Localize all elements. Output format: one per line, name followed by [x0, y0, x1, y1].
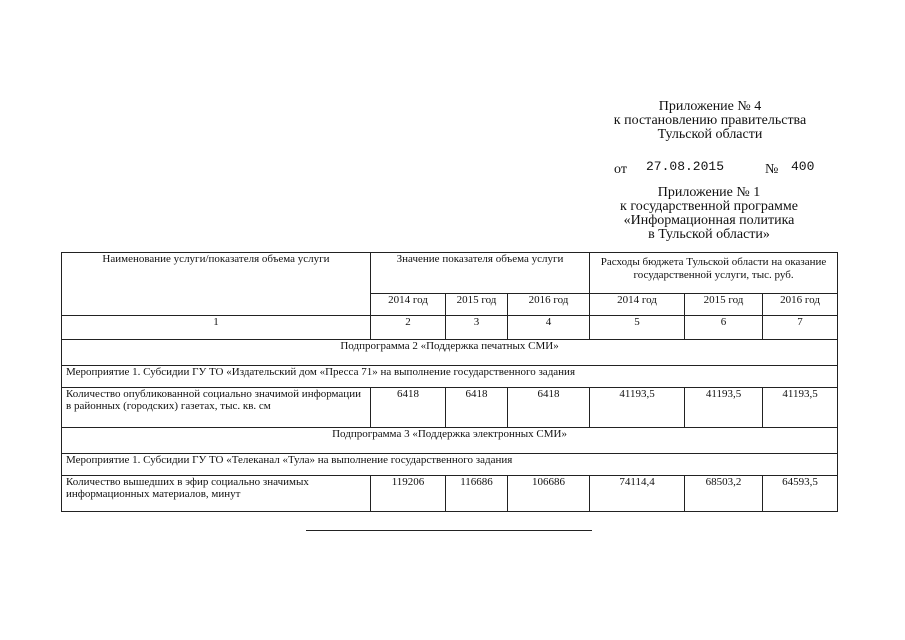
row-service-name: Количество вышедших в эфир социально значимых информационных материалов, минут: [62, 476, 371, 512]
appendix-1-line3: «Информационная политика: [623, 213, 795, 228]
row-value: 6418: [508, 388, 590, 428]
subprogram-2-title: Подпрограмма 2 «Поддержка печатных СМИ»: [62, 340, 838, 366]
number-label: №: [765, 162, 779, 177]
services-table: [61, 252, 838, 512]
row-expense: 68503,2: [685, 476, 763, 512]
row-expense: 64593,5: [763, 476, 838, 512]
row-value: 106686: [508, 476, 590, 512]
subprogram-row: [62, 428, 838, 454]
appendix-1-line2: к государственной программе: [620, 199, 798, 214]
subprogram-3-title: Подпрограмма 3 «Поддержка электронных СМИ»: [62, 428, 838, 454]
header-volume-value: Значение показателя объема услуги: [371, 253, 590, 294]
appendix-1-title: Приложение № 1: [657, 185, 761, 200]
date-prefix: от: [614, 162, 627, 177]
resolution-number: 400: [791, 159, 815, 174]
measure-1-subprogram-3: Мероприятие 1. Субсидии ГУ ТО «Телеканал «Тула» на выполнение государственного задания: [62, 454, 838, 476]
appendix-4-header: [600, 100, 820, 142]
resolution-date: 27.08.2015: [646, 159, 725, 174]
column-number: 3: [446, 316, 508, 340]
row-value: 6418: [446, 388, 508, 428]
appendix-4-line2: к постановлению правительства: [613, 113, 807, 128]
column-number: 6: [685, 316, 763, 340]
bottom-separator-line: [306, 530, 592, 531]
year-cell: 2014 год: [590, 294, 685, 316]
column-number: 4: [508, 316, 590, 340]
table-header-row: [62, 253, 838, 294]
header-budget-expenses: Расходы бюджета Тульской области на оказание государственной услуги, тыс. руб.: [590, 253, 838, 294]
table-row: [62, 476, 838, 512]
subprogram-row: [62, 340, 838, 366]
row-expense: 74114,4: [590, 476, 685, 512]
row-service-name: Количество опубликованной социально значимой информации в районных (городских) газетах, тыс. кв. см: [62, 388, 371, 428]
row-expense: 41193,5: [763, 388, 838, 428]
appendix-4-title: Приложение № 4: [658, 99, 762, 114]
year-cell: 2016 год: [508, 294, 590, 316]
header-service-name: Наименование услуги/показателя объема услуги: [62, 253, 371, 316]
column-numbers-row: [62, 316, 838, 340]
appendix-1-header: [578, 186, 840, 242]
row-value: 6418: [371, 388, 446, 428]
year-cell: 2015 год: [685, 294, 763, 316]
appendix-4-line3: Тульской области: [657, 127, 763, 142]
column-number: 2: [371, 316, 446, 340]
measure-row: [62, 454, 838, 476]
row-value: 116686: [446, 476, 508, 512]
year-cell: 2015 год: [446, 294, 508, 316]
year-cell: 2014 год: [371, 294, 446, 316]
column-number: 5: [590, 316, 685, 340]
column-number: 1: [62, 316, 371, 340]
measure-1-subprogram-2: Мероприятие 1. Субсидии ГУ ТО «Издательский дом «Пресса 71» на выполнение государственного задания: [62, 366, 838, 388]
year-cell: 2016 год: [763, 294, 838, 316]
appendix-1-line4: в Тульской области»: [648, 227, 770, 242]
column-number: 7: [763, 316, 838, 340]
row-expense: 41193,5: [590, 388, 685, 428]
row-value: 119206: [371, 476, 446, 512]
row-expense: 41193,5: [685, 388, 763, 428]
measure-row: [62, 366, 838, 388]
table-row: [62, 388, 838, 428]
